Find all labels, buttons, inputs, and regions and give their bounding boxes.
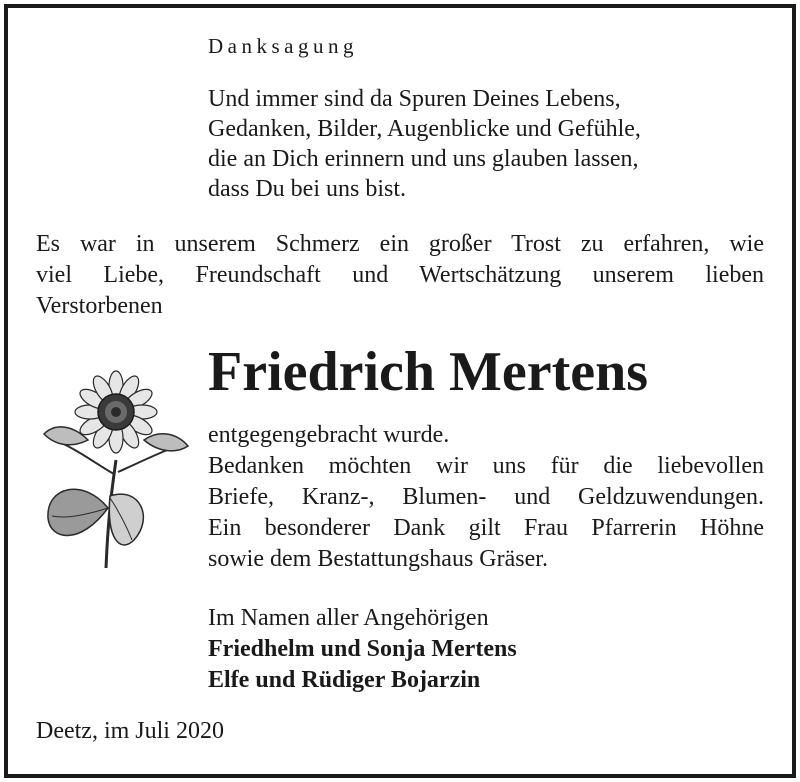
poem-block [208,84,641,204]
poem-line: Gedanken, Bilder, Augenblicke und Gefühle, [208,116,641,142]
thanks-line: entgegengebracht wurde. [208,422,450,448]
signer-name: Friedhelm und Sonja Mertens [208,636,517,662]
signature-block [208,603,517,696]
signer-name: Elfe und Rüdiger Bojarzin [208,667,481,693]
intro-line: Es war in unserem Schmerz ein großer Trost zu erfahren, wie [36,231,764,257]
signature-intro: Im Namen aller Angehörigen [208,605,489,631]
sunflower-icon [36,368,196,572]
notice-heading: Danksagung [208,34,358,58]
thanks-paragraph [208,420,764,575]
poem-line: Und immer sind da Spuren Deines Lebens, [208,86,621,112]
poem-line: die an Dich erinnern und uns glauben lassen, [208,146,639,172]
intro-line: Verstorbenen [36,293,163,319]
place-date: Deetz, im Juli 2020 [36,718,224,744]
thanks-line: Bedanken möchten wir uns für die liebevollen [208,453,764,479]
intro-paragraph [36,229,764,322]
intro-line: viel Liebe, Freundschaft und Wertschätzung unserem lieben [36,262,764,288]
deceased-name: Friedrich Mertens [208,341,649,403]
thanks-line: sowie dem Bestattungshaus Gräser. [208,546,548,572]
thanks-line: Ein besonderer Dank gilt Frau Pfarrerin Höhne [208,515,764,541]
thanks-line: Briefe, Kranz-, Blumen- und Geldzuwendungen. [208,484,764,510]
poem-line: dass Du bei uns bist. [208,176,406,202]
